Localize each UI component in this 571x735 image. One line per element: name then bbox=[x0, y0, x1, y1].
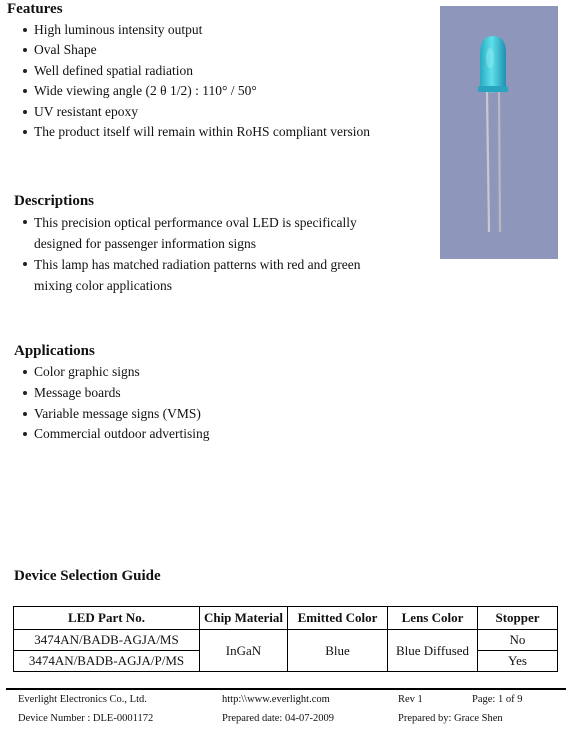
list-item: This precision optical performance oval LED is specifically designed for passenger information signs bbox=[15, 212, 395, 254]
led-product-photo bbox=[440, 6, 558, 259]
emitted-color-cell: Blue bbox=[288, 630, 388, 672]
list-item: Well defined spatial radiation bbox=[15, 61, 370, 81]
descriptions-list bbox=[15, 212, 395, 296]
list-item: Commercial outdoor advertising bbox=[15, 424, 209, 445]
footer-company: Everlight Electronics Co., Ltd. bbox=[18, 694, 147, 705]
device-selection-table bbox=[13, 606, 558, 672]
stopper-cell: Yes bbox=[478, 651, 558, 672]
lens-color-cell: Blue Diffused bbox=[388, 630, 478, 672]
list-item: High luminous intensity output bbox=[15, 20, 370, 40]
features-heading: Features bbox=[7, 1, 63, 17]
applications-list bbox=[15, 362, 209, 445]
features-list bbox=[15, 20, 370, 142]
led-icon bbox=[440, 6, 558, 259]
list-item: Message boards bbox=[15, 383, 209, 404]
footer-url: http:\\www.everlight.com bbox=[222, 694, 330, 705]
footer-prepared-date: Prepared date: 04-07-2009 bbox=[222, 713, 334, 724]
table-row bbox=[14, 630, 558, 651]
part-number-cell: 3474AN/BADB-AGJA/P/MS bbox=[14, 651, 200, 672]
list-item: Oval Shape bbox=[15, 40, 370, 60]
header-emitted-color: Emitted Color bbox=[288, 607, 388, 630]
applications-heading: Applications bbox=[14, 343, 95, 359]
table-header-row bbox=[14, 607, 558, 630]
chip-material-cell: InGaN bbox=[200, 630, 288, 672]
list-item: Wide viewing angle (2 θ 1/2) : 110° / 50° bbox=[15, 81, 370, 101]
stopper-cell: No bbox=[478, 630, 558, 651]
header-lens-color: Lens Color bbox=[388, 607, 478, 630]
list-item: UV resistant epoxy bbox=[15, 102, 370, 122]
list-item: Variable message signs (VMS) bbox=[15, 404, 209, 425]
footer-page: Page: 1 of 9 bbox=[472, 694, 523, 705]
footer-rev: Rev 1 bbox=[398, 694, 423, 705]
header-part-no: LED Part No. bbox=[14, 607, 200, 630]
footer-divider bbox=[6, 688, 566, 690]
device-guide-title: Device Selection Guide bbox=[14, 568, 161, 584]
footer-prepared-by: Prepared by: Grace Shen bbox=[398, 713, 503, 724]
list-item: Color graphic signs bbox=[15, 362, 209, 383]
list-item: This lamp has matched radiation patterns with red and green mixing color applications bbox=[15, 254, 395, 296]
list-item: The product itself will remain within RoHS compliant version bbox=[15, 122, 370, 142]
descriptions-heading: Descriptions bbox=[14, 193, 94, 209]
part-number-cell: 3474AN/BADB-AGJA/MS bbox=[14, 630, 200, 651]
footer-device-number: Device Number : DLE-0001172 bbox=[18, 713, 154, 724]
header-stopper: Stopper bbox=[478, 607, 558, 630]
header-chip-material: Chip Material bbox=[200, 607, 288, 630]
